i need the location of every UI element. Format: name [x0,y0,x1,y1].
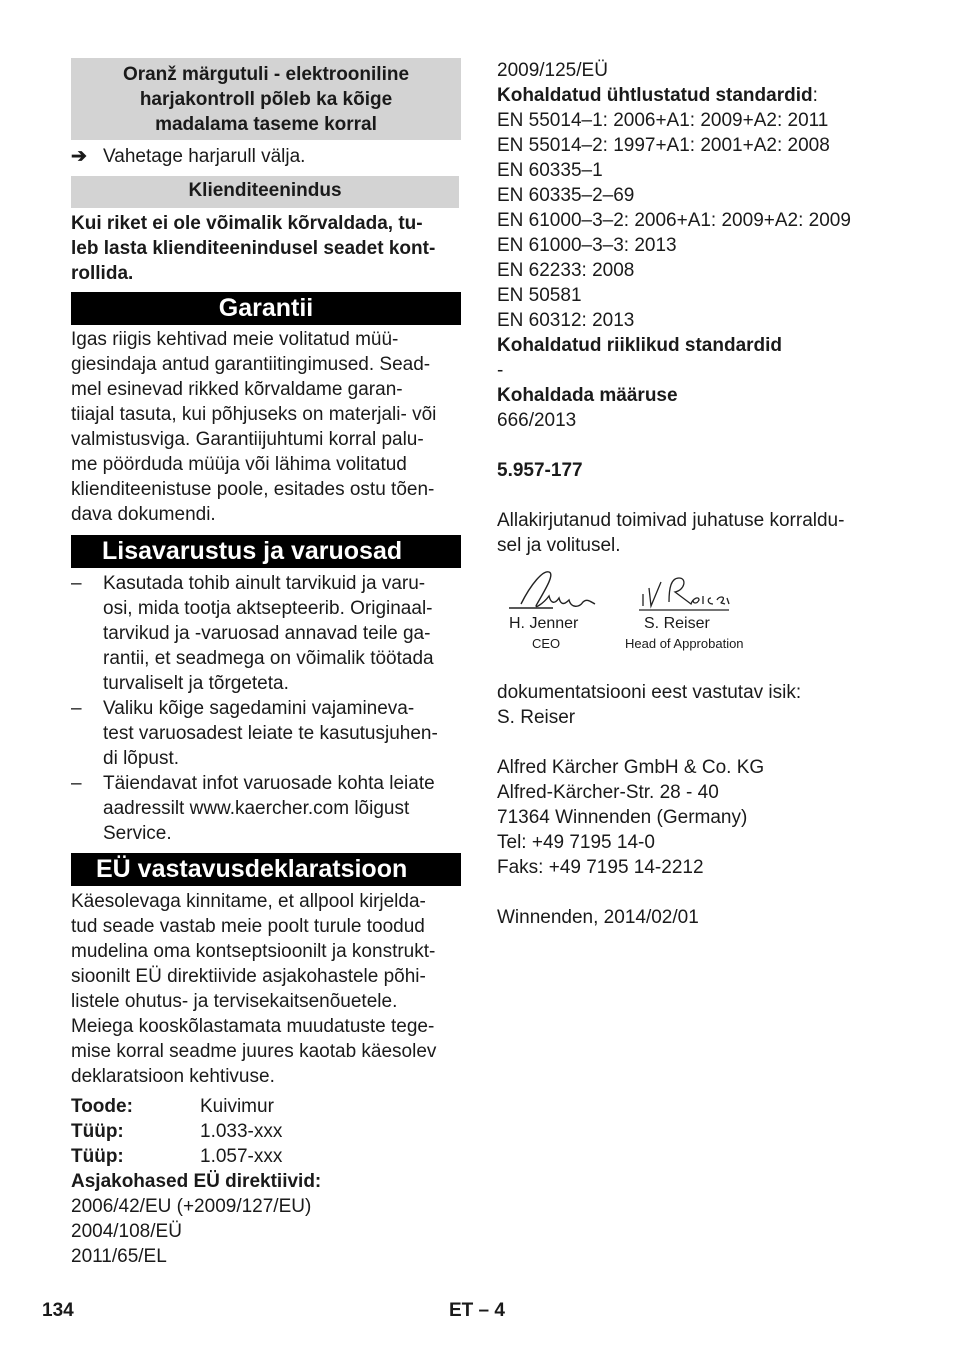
list-item-line: tarvikud ja -varuosad annavad teile ga- [103,623,431,644]
service-title: Klienditeenindus [188,180,342,201]
garantii-line: Igas riigis kehtivad meie volitatud müü- [71,329,399,350]
list-item-line: Täiendavat infot varuosade kohta leiate [103,773,435,794]
accessories-heading [71,535,461,568]
garantii-line: valmistusviga. Garantiijuhtumi korral palu- [71,429,424,450]
standard-item: EN 61000–3–3: 2013 [497,235,677,256]
directive-continued: 2009/125/EÜ [497,60,608,81]
garantii-line: dava dokumendi. [71,504,216,525]
directive-item: 2004/108/EÜ [71,1221,182,1242]
signature-jenner [503,564,603,620]
orange-box-line: Oranž märgutuli - elektrooniline [122,64,410,85]
address-line: Faks: +49 7195 14-2212 [497,857,704,878]
address-line: Alfred Kärcher GmbH & Co. KG [497,757,765,778]
standard-item: EN 60335–2–69 [497,185,635,206]
list-item-line: Kasutada tohib ainult tarvikuid ja varu- [103,573,426,594]
declaration-line: sioonilt EÜ direktiivide asjakohastele põhi- [71,966,426,987]
declaration-line: mudelina oma kontseptsioonilt ja konstrukt- [71,941,436,962]
language-page: ET – 4 [449,1300,505,1321]
list-item-line: di lõpust. [103,748,180,769]
arrow-instruction-text: Vahetage harjarull välja. [103,146,306,167]
arrow-instruction [71,144,461,169]
spec-row [71,1144,461,1169]
responsible-person [497,680,897,730]
orange-box-line: madalama taseme korral [155,114,377,135]
standard-item: EN 62233: 2008 [497,260,635,281]
spec-key: Toode: [71,1096,133,1117]
regulation-label: Kohaldada määruse [497,385,678,406]
declaration-line: Meiega kooskõlastamata muudatuste tege- [71,1016,435,1037]
dash-bullet: – [71,698,82,719]
standard-item: EN 61000–3–2: 2006+A1: 2009+A2: 2009 [497,210,851,231]
list-item-line: osi, mida tootja aktsepteerib. Originaal- [103,598,433,619]
spec-key: Tüüp: [71,1121,124,1142]
directives-label: Asjakohased EÜ direktiivid: [71,1171,322,1192]
spec-value: 1.033-xxx [200,1121,283,1142]
product-specs [71,1094,461,1269]
garantii-line: me pöörduda müüja või lähima volitatud [71,454,407,475]
company-address [497,755,897,880]
spec-value: 1.057-xxx [200,1146,283,1167]
directive-item: 2006/42/EU (+2009/127/EU) [71,1196,312,1217]
garantii-line: klienditeenistuse poole, esitades ostu tõen- [71,479,435,500]
signer1-name: H. Jenner [509,615,579,632]
signature-block [497,558,897,658]
national-standards-value: - [497,360,504,381]
list-item-line: Valiku kõige sagedamini vajamineva- [103,698,415,719]
spec-row [71,1094,461,1119]
spec-key: Tüüp: [71,1146,124,1167]
signer1-role: CEO [532,636,561,651]
declaration-line: tud seade vastab meie poolt turule toodud [71,916,425,937]
garantii-text [71,327,461,527]
garantii-title: Garantii [218,294,314,322]
spec-value: Kuivimur [200,1096,274,1117]
dash-bullet: – [71,573,82,594]
declaration-title: EÜ vastavusdeklaratsioon [96,855,408,883]
right-column [497,58,897,930]
directive-item: 2011/65/EL [71,1246,167,1267]
harmonized-standards-heading [497,83,897,108]
declaration-line: listele ohutus- ja tervisekaitsenõuetele. [71,991,398,1012]
list-item [71,771,461,846]
declaration-heading [71,853,461,886]
list-item-line: test varuosadest leiate te kasutusjuhen- [103,723,438,744]
list-item [71,696,461,771]
harmonized-colon: : [812,85,818,106]
orange-indicator-box [71,58,461,140]
spec-row [71,1119,461,1144]
standard-item: EN 55014–2: 1997+A1: 2001+A2: 2008 [497,135,830,156]
declaration-line: deklaratsioon kehtivuse. [71,1066,275,1087]
service-text-line: rollida. [71,263,134,284]
garantii-heading [71,292,461,325]
signer2-role: Head of Approbation [625,636,744,651]
list-item-line: rantii, et seadmega on võimalik töötada [103,648,434,669]
signed-line: sel ja volitusel. [497,535,621,556]
harmonized-label: Kohaldatud ühtlustatud standardid [497,85,813,106]
orange-box-line: harjakontroll põleb ka kõige [139,89,393,110]
address-line: Tel: +49 7195 14-0 [497,832,655,853]
national-standards-label: Kohaldatud riiklikud standardid [497,335,783,356]
declaration-line: Käesolevaga kinnitame, et allpool kirjelda- [71,891,426,912]
service-text-line: leb lasta klienditeenindusel seadet kont- [71,238,436,259]
arrow-right-icon: ➔ [71,146,87,167]
signature-reiser-text: i.V. Reiser [637,616,642,617]
list-item-line: aadressilt www.kaercher.com lõigust [103,798,410,819]
list-item-line: Service. [103,823,172,844]
standard-item: EN 55014–1: 2006+A1: 2009+A2: 2011 [497,110,829,131]
standard-item: EN 60335–1 [497,160,603,181]
signed-statement [497,508,897,558]
standard-item: EN 50581 [497,285,582,306]
address-line: 71364 Winnenden (Germany) [497,807,748,828]
page-number: 134 [42,1300,74,1321]
service-heading [71,176,459,208]
signer2-name: S. Reiser [644,615,710,632]
product-code: 5.957-177 [497,460,583,481]
declaration-line: mise korral seadme juures kaotab käesolev [71,1041,437,1062]
garantii-line: mel esinevad rikked kõrvaldame garan- [71,379,403,400]
regulation-value: 666/2013 [497,410,577,431]
list-item [71,571,461,696]
service-text [71,211,461,286]
signature-reiser [635,570,735,618]
garantii-line: tiiajal tasuta, kui põhjuseks on materjali- või [71,404,437,425]
place-date: Winnenden, 2014/02/01 [497,907,699,928]
left-column [71,58,461,1269]
garantii-line: giesindaja antud garantiitingimused. Sead- [71,354,431,375]
standard-item: EN 60312: 2013 [497,310,635,331]
signed-line: Allakirjutanud toimivad juhatuse korraldu- [497,510,845,531]
accessories-title: Lisavarustus ja varuosad [102,537,403,565]
responsible-name: S. Reiser [497,707,576,728]
accessories-list [71,571,461,846]
address-line: Alfred-Kärcher-Str. 28 - 40 [497,782,719,803]
service-text-line: Kui riket ei ole võimalik kõrvaldada, tu- [71,213,423,234]
responsible-label: dokumentatsiooni eest vastutav isik: [497,682,802,703]
declaration-text [71,889,461,1089]
dash-bullet: – [71,773,82,794]
list-item-line: turvaliselt ja tõrgeteta. [103,673,289,694]
